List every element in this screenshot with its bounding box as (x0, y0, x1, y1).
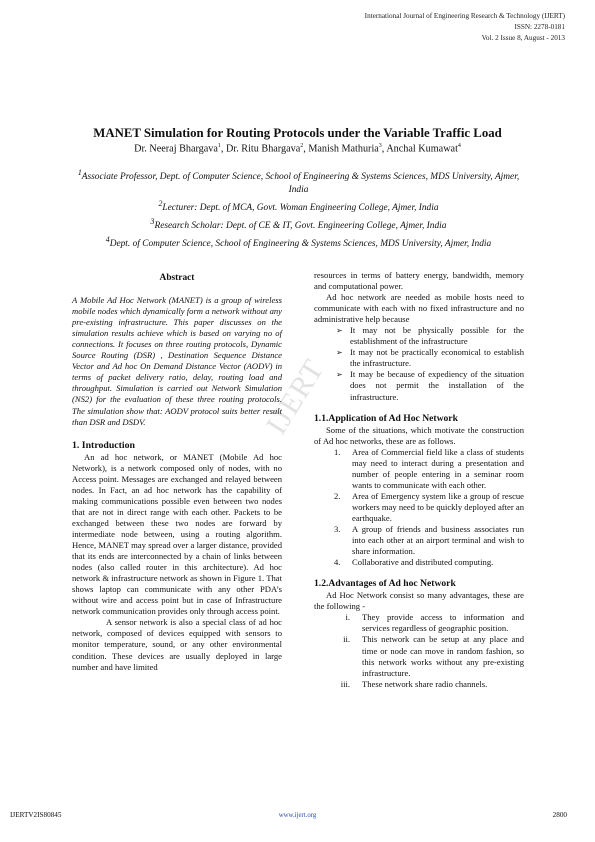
paper-id: IJERTV2IS80845 (10, 811, 62, 819)
list-item: ➢ It may not be practically economical to establish the infrastructure. (336, 347, 524, 369)
applications-intro: Some of the situations, which motivate the construction of Ad hoc networks, these are as follows. (314, 424, 524, 446)
advantages-list (314, 612, 524, 689)
affiliations (76, 166, 521, 252)
intro-paragraph: An ad hoc network, or MANET (Mobile Ad hoc Network), is a network composed only of nodes, with no Access point. Messages are exchanged and relayed between nodes. In Fact, an ad hoc network has the capability of making communications possible even between two nodes that are not in direct range with each other. Packets to be exchanged between these two nodes are forward by intermediate node between, using a routing algorithm. Hence, MANET may spread over a larger distance, provided that its ends are interconnected by a chain of links between nodes (also called router in this architecture). Ad hoc network & infrastructure network as shown in Figure 1. That shows laptop can communicate with any other PDA’s without wire and access point but in case of Infrastructure network communication provides only through access point. (72, 451, 282, 617)
author-name: Anchal Kumawat (386, 143, 458, 155)
author-name: Manish Mathuria (308, 143, 379, 155)
author-sup: 1 (217, 143, 221, 149)
ijert-watermark: IJERT (259, 353, 331, 441)
author-sup: 3 (378, 143, 382, 149)
affiliation: $^1$Associate Professor, Dept. of Computer Science, School of Engineering & Systems Sciences, MDS University, Ajmer, India (77, 168, 520, 196)
section-heading-introduction: 1. Introduction (72, 439, 135, 451)
intro-paragraph-sensor: A sensor network is also a special class of ad hoc network, composed of devices equipped with sensors to monitor temperature, sound, or any other environmental condition. These devices are usually deployed in large number and have limited (72, 617, 282, 672)
list-item: i. They provide access to information and services regardless of geographic position. (345, 612, 524, 634)
affiliation: $^3$Research Scholar: Dept. of CE & IT, Govt. Engineering College, Ajmer, India (150, 217, 447, 232)
page-number: 2800 (552, 811, 567, 819)
author-sup: 2 (300, 143, 304, 149)
affiliation: $^4$Dept. of Computer Science, School of Engineering & Systems Sciences, MDS University, Ajmer, India (105, 235, 492, 250)
need-paragraph: Ad hoc network are needed as mobile hosts need to communicate with each with no fixed infrastructure and no administrative help because (314, 292, 524, 325)
continued-paragraph: resources in terms of battery energy, bandwidth, memory and computational power. (314, 270, 524, 292)
section-heading-advantages: 1.2.Advantages of Ad hoc Network (314, 578, 456, 590)
list-item: iii. These network share radio channels. (340, 678, 488, 689)
author-name: Dr. Ritu Bhargava (226, 143, 301, 155)
journal-volume: Vol. 2 Issue 8, August - 2013 (481, 34, 565, 42)
author-name: Dr. Neeraj Bhargava (134, 143, 218, 155)
journal-name: International Journal of Engineering Research & Technology (IJERT) (364, 12, 565, 20)
list-item: ii. This network can be setup at any place and time or node can move in random fashion, so this network works without any pre-existing infrastructure. (343, 634, 524, 678)
arrow-bullet-icon: ➢ (336, 326, 343, 336)
abstract-text: A Mobile Ad Hoc Network (MANET) is a group of wireless mobile nodes which dynamically form a network without any pre-existing infrastructure. This paper discusses on the simulation results achieve which is based on varying no of connections. It focuses on three routing protocols, Dynamic Source Routing (DSR) , Destination Sequence Distance Vector and Ad hoc On Demand Distance Vector (AODV) in terms of packet delivery ratio, delay, routing load and throughput. Simulation is carried out Network Simulation (NS2) for the evaluation of these three routing protocols. The simulation show that: AODV protocol suits better result than DSR and DSDV. (72, 295, 282, 427)
right-column (314, 270, 524, 690)
journal-issn: ISSN: 2278-0181 (514, 23, 565, 31)
abstract-heading: Abstract (159, 273, 195, 283)
advantages-intro: Ad Hoc Network consist so many advantages, these are the following - (314, 590, 524, 612)
arrow-bullet-icon: ➢ (336, 348, 343, 358)
left-column (72, 270, 282, 673)
affiliation: $^2$Lecturer: Dept. of MCA, Govt. Woman Engineering College, Ajmer, India (158, 199, 439, 214)
author-sup: 4 (457, 143, 461, 149)
list-item: 4. Collaborative and distributed computing. (334, 557, 494, 568)
list-item: 1. Area of Commercial field like a class of students may need to interact during a presentation and number of people entering in a seminar room wants to communicate with each other. (334, 446, 524, 490)
paper-title: MANET Simulation for Routing Protocols under the Variable Traffic Load (93, 126, 502, 140)
author-list: Dr. Neeraj Bhargava$^1$, Dr. Ritu Bhargava$^2$, Manish Mathuria$^3$, Anchal Kumawat$^4$ (134, 143, 461, 155)
section-heading-applications: 1.1.Application of Ad Hoc Network (314, 412, 458, 424)
applications-list (314, 447, 524, 569)
list-item: 3. A group of friends and business associates run into each other at an airport terminal and wish to share information. (334, 524, 524, 557)
journal-website-link[interactable]: www.ijert.org (278, 812, 317, 819)
arrow-bullet-icon: ➢ (336, 370, 343, 380)
journal-header (365, 11, 565, 44)
list-item: ➢ It may not be physically possible for the establishment of the infrastructure (336, 325, 524, 347)
list-item: 2. Area of Emergency system like a group of rescue workers may need to be quickly deployed after an earthquake. (334, 490, 524, 523)
list-item: ➢ It may be because of expediency of the situation does not permit the installation of the infrastructure. (336, 369, 524, 402)
reasons-list (314, 325, 524, 402)
